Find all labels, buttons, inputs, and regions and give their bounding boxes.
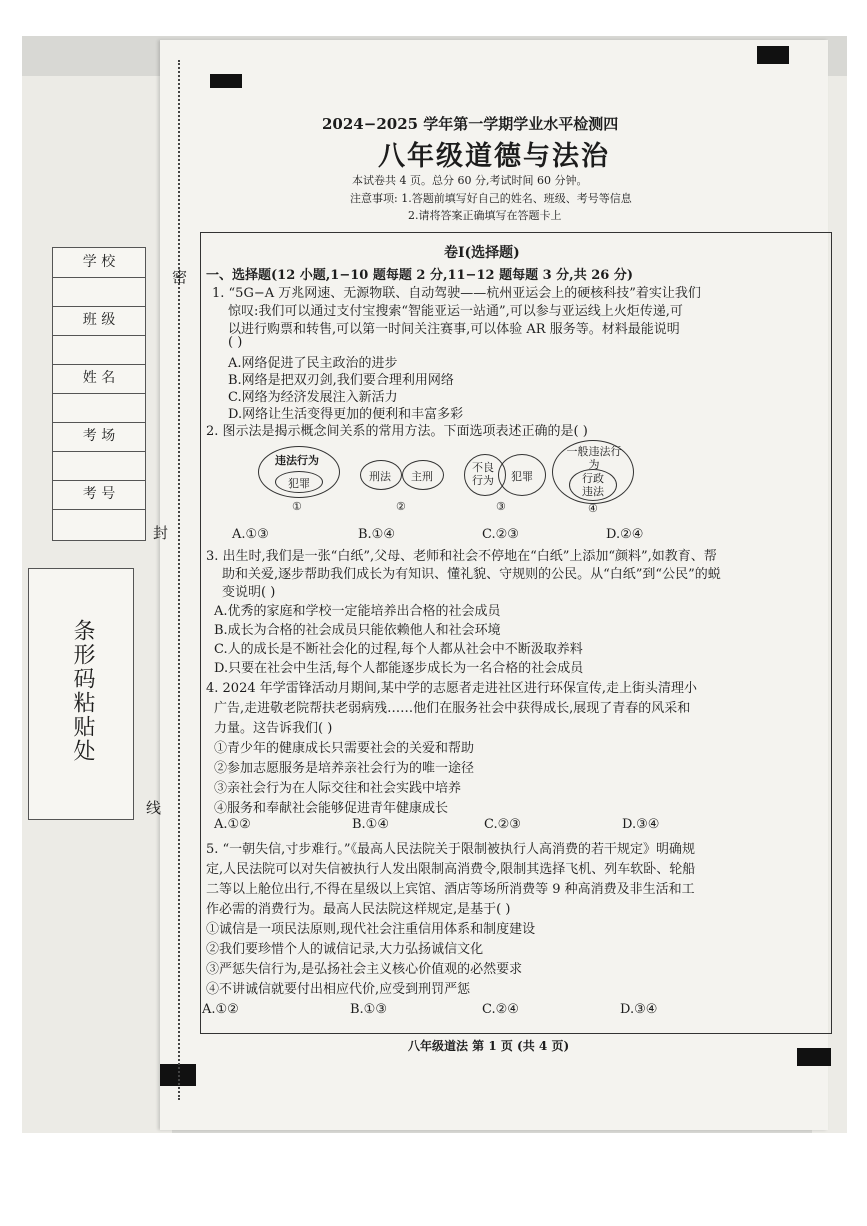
alignment-mark — [797, 1048, 831, 1066]
field-name: 姓 名 — [82, 370, 116, 386]
exam-meta: 本试卷共 4 页。总分 60 分,考试时间 60 分钟。 — [352, 174, 588, 187]
q3-option-a: A.优秀的家庭和学校一定能培养出合格的社会成员 — [214, 604, 501, 619]
alignment-mark — [210, 74, 242, 88]
q1-option-c: C.网络为经济发展注入新活力 — [228, 390, 398, 405]
q5-option-a: A.①② — [202, 1002, 239, 1017]
notice-line-1: 注意事项: 1.答题前填写好自己的姓名、班级、考号等信息 — [350, 192, 632, 205]
q2-option-c: C.②③ — [482, 527, 519, 542]
q1-line: 1. “5G−A 万兆网速、无源物联、自动驾驶——杭州亚运会上的硬核科技”着实让我们 — [212, 286, 701, 301]
field-class: 班 级 — [82, 312, 116, 328]
diagram-3-number: ③ — [496, 500, 506, 513]
q5-line: 二等以上舱位出行,不得在星级以上宾馆、酒店等场所消费等 9 种高消费及非生活和工 — [206, 882, 695, 897]
diagram-2-left — [360, 460, 402, 490]
diagram-2-right-label: 主刑 — [411, 470, 433, 483]
alignment-mark — [757, 46, 789, 64]
seal-char-xian: 线 — [146, 799, 162, 817]
q2-option-a: A.①③ — [232, 527, 269, 542]
diagram-4-inner — [569, 469, 617, 501]
q2-option-d: D.②④ — [606, 527, 644, 542]
q5-statement-2: ②我们要珍惜个人的诚信记录,大力弘扬诚信文化 — [206, 942, 484, 957]
student-info-box — [52, 247, 146, 541]
q5-line: 5. “一朝失信,寸步难行。”《最高人民法院关于限制被执行人高消费的若干规定》明确规 — [206, 842, 695, 857]
q3-option-b: B.成长为合格的社会成员只能依赖他人和社会环境 — [214, 623, 501, 638]
q2-option-b: B.①④ — [358, 527, 395, 542]
seal-char-mi: 密 — [172, 268, 188, 286]
diagram-3-left-label: 不良行为 — [472, 461, 494, 487]
q5-option-b: B.①③ — [350, 1002, 387, 1017]
field-room: 考 场 — [82, 428, 116, 444]
q5-statement-4: ④不讲诚信就要付出相应代价,应受到刑罚严惩 — [206, 982, 471, 997]
q5-statement-1: ①诚信是一项民法原则,现代社会注重信用体系和制度建设 — [206, 922, 536, 937]
q4-statement-1: ①青少年的健康成长只需要社会的关爱和帮助 — [214, 741, 475, 756]
q4-statement-2: ②参加志愿服务是培养亲社会行为的唯一途径 — [214, 761, 475, 776]
q3-option-d: D.只要在社会中生活,每个人都能逐步成长为一名合格的社会成员 — [214, 661, 584, 676]
q4-line: 广告,走进敬老院帮扶老弱病残……他们在服务社会中获得成长,展现了青春的风采和 — [214, 701, 691, 716]
q5-option-c: C.②④ — [482, 1002, 519, 1017]
q1-option-a: A.网络促进了民主政治的进步 — [228, 356, 398, 371]
diagram-4-outer-label: 一般违法行为 — [566, 445, 622, 471]
diagram-4-inner-label: 行政违法 — [582, 472, 604, 498]
q4-statement-3: ③亲社会行为在人际交往和社会实践中培养 — [214, 781, 462, 796]
diagram-1-inner-label: 犯罪 — [288, 477, 310, 490]
exam-title: 2024−2025 学年第一学期学业水平检测四 — [322, 115, 619, 133]
diagram-2-right — [402, 460, 444, 490]
diagram-4-outer — [552, 440, 634, 504]
binding-line — [178, 60, 180, 1100]
q1-option-b: B.网络是把双刃剑,我们要合理利用网络 — [228, 373, 454, 388]
seal-char-feng: 封 — [153, 524, 169, 542]
q3-line: 变说明( ) — [222, 585, 276, 600]
notice-line-2: 2.请将答案正确填写在答题卡上 — [408, 209, 562, 222]
diagram-4-number: ④ — [588, 502, 598, 515]
diagram-1-inner — [275, 471, 323, 493]
q1-line: 以进行购票和转售,可以第一时间关注赛事,可以体验 AR 服务等。材料最能说明 — [228, 322, 680, 337]
q4-line: 力量。这告诉我们( ) — [214, 721, 333, 736]
q5-statement-3: ③严惩失信行为,是弘扬社会主义核心价值观的必然要求 — [206, 962, 523, 977]
q5-option-d: D.③④ — [620, 1002, 658, 1017]
q1-line: ( ) — [228, 335, 243, 350]
diagram-2-number: ② — [396, 500, 406, 513]
diagram-1-outer-label: 违法行为 — [275, 454, 319, 467]
q4-line: 4. 2024 年学雷锋活动月期间,某中学的志愿者走进社区进行环保宣传,走上街头清理小 — [206, 681, 698, 696]
q3-option-c: C.人的成长是不断社会化的过程,每个人都从社会中不断汲取养料 — [214, 642, 583, 657]
q1-option-d: D.网络让生活变得更加的便利和丰富多彩 — [228, 407, 464, 422]
q5-line: 定,人民法院可以对失信被执行人发出限制高消费令,限制其选择飞机、列车软卧、轮船 — [206, 862, 696, 877]
q3-line: 助和关爱,逐步帮助我们成长为有知识、懂礼貌、守规则的公民。从“白纸”到“公民”的蜕 — [222, 567, 721, 582]
page-footer: 八年级道法 第 1 页 (共 4 页) — [408, 1039, 570, 1053]
diagram-3-right — [498, 454, 546, 496]
diagram-3-right-label: 犯罪 — [511, 470, 533, 483]
diagram-1-outer — [258, 446, 340, 498]
q5-line: 作必需的消费行为。最高人民法院这样规定,是基于( ) — [206, 902, 511, 917]
q4-statement-4: ④服务和奉献社会能够促进青年健康成长 — [214, 801, 449, 816]
section-instruction: 一、选择题(12 小题,1−10 题每题 2 分,11−12 题每题 3 分,共 26 分) — [206, 268, 633, 283]
q4-option-b: B.①④ — [352, 817, 389, 832]
barcode-area — [28, 568, 134, 820]
field-school: 学 校 — [82, 254, 116, 270]
field-exam-number: 考 号 — [82, 486, 116, 502]
q1-line: 惊叹:我们可以通过支付宝搜索“智能亚运一站通”,可以参与亚运线上火炬传递,可 — [228, 304, 683, 319]
q4-option-d: D.③④ — [622, 817, 660, 832]
diagram-1-number: ① — [292, 500, 302, 513]
q3-line: 3. 出生时,我们是一张“白纸”,父母、老师和社会不停地在“白纸”上添加“颜料”,如教育、帮 — [206, 549, 717, 564]
q4-option-a: A.①② — [214, 817, 251, 832]
q2-stem: 2. 图示法是揭示概念间关系的常用方法。下面选项表述正确的是( ) — [206, 424, 588, 439]
subject-title: 八年级道德与法治 — [378, 141, 610, 172]
diagram-2-left-label: 刑法 — [369, 470, 391, 483]
q4-option-c: C.②③ — [484, 817, 521, 832]
barcode-label: 条形码粘贴处 — [70, 619, 95, 763]
section-title: 卷Ⅰ(选择题) — [444, 245, 520, 261]
